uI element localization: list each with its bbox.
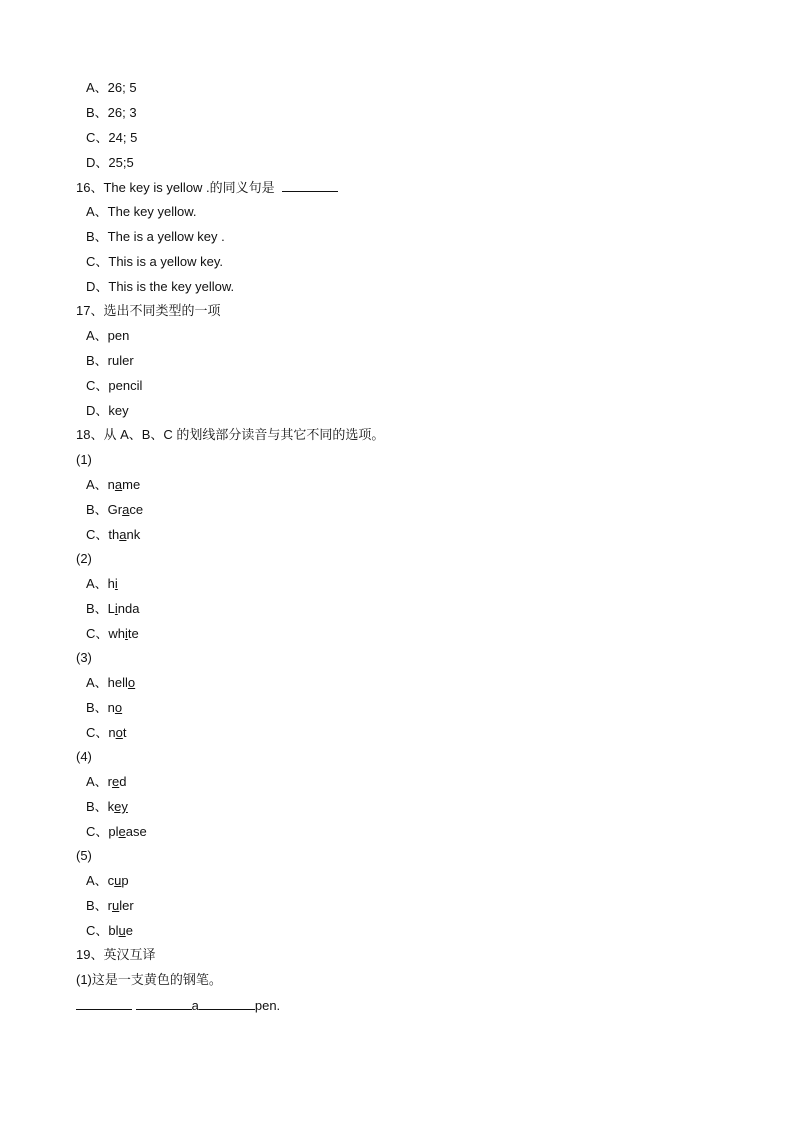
q17-stem: 17、选出不同类型的一项 (76, 303, 221, 318)
q18-5-option-b: B、ruler (86, 898, 134, 913)
q15-option-d: D、25;5 (86, 155, 134, 170)
q18-5-option-c: C、blue (86, 923, 133, 938)
q18-group-label: (3) (76, 650, 92, 665)
answer-blank (136, 997, 192, 1010)
q17-option-c: C、pencil (86, 378, 143, 393)
q19-item-1-answer-line: a pen. (76, 997, 280, 1014)
q18-1-option-a: A、name (86, 477, 141, 492)
q17-option-d: D、key (86, 403, 129, 418)
q19-item-1: (1)这是一支黄色的钢笔。 (76, 972, 222, 987)
q18-3-option-b: B、no (86, 700, 123, 715)
q18-group-label: (1) (76, 452, 92, 467)
q18-2-option-b: B、Linda (86, 601, 140, 616)
answer-blank (199, 997, 255, 1010)
q18-group-label: (4) (76, 749, 92, 764)
q17-option-a: A、pen (86, 328, 130, 343)
q18-2-option-a: A、hi (86, 576, 118, 591)
q17-option-b: B、ruler (86, 353, 134, 368)
q15-option-a: A、26; 5 (86, 80, 137, 95)
q19-stem: 19、英汉互译 (76, 947, 156, 962)
q18-2-option-c: C、white (86, 626, 139, 641)
answer-blank (282, 179, 338, 192)
q18-group-label: (5) (76, 848, 92, 863)
q18-3-option-c: C、not (86, 725, 127, 740)
q18-group-label: (2) (76, 551, 92, 566)
q18-5-option-a: A、cup (86, 873, 129, 888)
q16-option-b: B、The is a yellow key . (86, 229, 225, 244)
q18-4-option-b: B、key (86, 799, 128, 814)
q16-option-d: D、This is the key yellow. (86, 279, 235, 294)
q18-stem: 18、从 A、B、C 的划线部分读音与其它不同的选项。 (76, 427, 385, 442)
q18-1-option-c: C、thank (86, 527, 141, 542)
q16-option-c: C、This is a yellow key. (86, 254, 224, 269)
q15-option-b: B、26; 3 (86, 105, 137, 120)
q18-1-option-b: B、Grace (86, 502, 144, 517)
answer-blank (76, 997, 132, 1010)
q16-stem: 16、The key is yellow .的同义句是 (76, 179, 338, 196)
q16-option-a: A、The key yellow. (86, 204, 197, 219)
q18-3-option-a: A、hello (86, 675, 136, 690)
q15-option-c: C、24; 5 (86, 130, 138, 145)
q18-4-option-c: C、please (86, 824, 147, 839)
q18-4-option-a: A、red (86, 774, 127, 789)
